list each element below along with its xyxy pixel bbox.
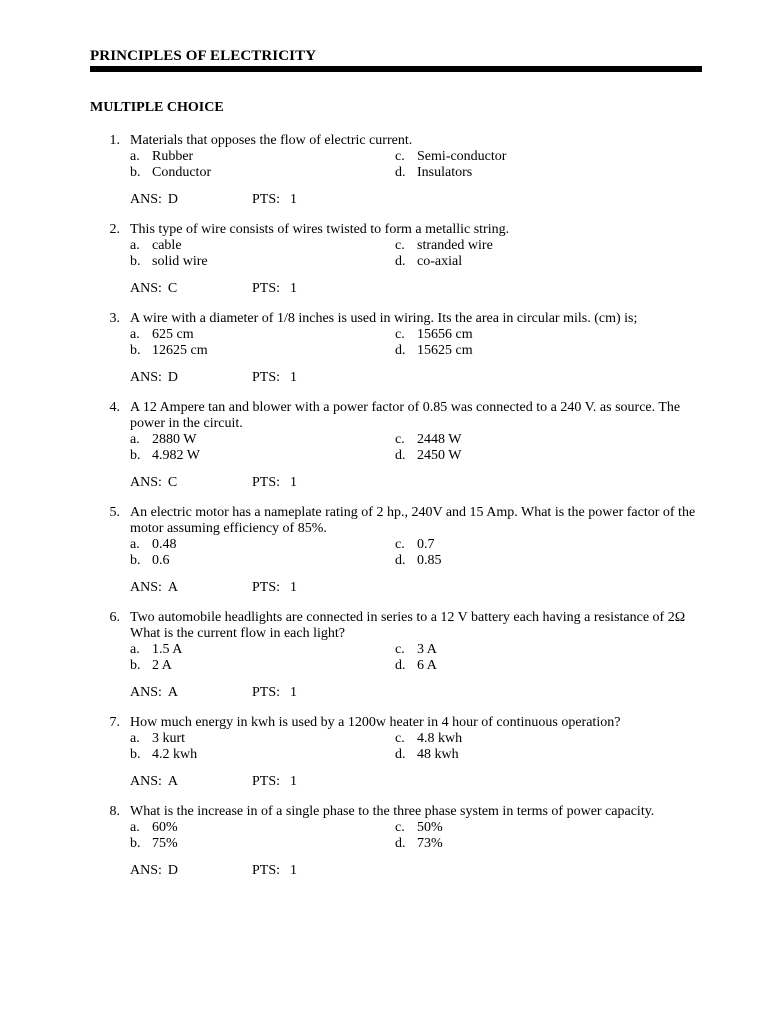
answer-value: A [167, 685, 179, 700]
choice-grid [130, 432, 702, 464]
answer-value: D [167, 863, 179, 878]
answer-key-row [130, 580, 702, 596]
choice-text: 2448 W [417, 432, 462, 447]
choice-letter: a. [130, 327, 140, 342]
question-item [90, 804, 702, 879]
answer-value: D [167, 370, 179, 385]
answer-choice [130, 642, 395, 658]
choice-letter: b. [130, 553, 141, 568]
answer-label: ANS: [130, 774, 162, 789]
question-row [90, 505, 702, 537]
choice-letter: c. [395, 731, 405, 746]
points [252, 580, 297, 596]
points [252, 192, 297, 208]
choice-grid [130, 537, 702, 569]
question-number-cell [90, 133, 130, 149]
points-label: PTS: [252, 475, 281, 490]
answer-choice [130, 448, 395, 464]
answer-choice [130, 553, 395, 569]
choice-text: 48 kwh [417, 747, 459, 762]
answer-choice [130, 537, 395, 553]
answer-key-row [130, 685, 702, 701]
choice-text: stranded wire [417, 238, 493, 253]
question-number: 7. [109, 715, 120, 730]
answer-choice [395, 731, 660, 747]
answer-key-row [130, 281, 702, 297]
question-number: 1. [109, 133, 120, 148]
answer-choice [130, 747, 395, 763]
choice-text: co-axial [417, 254, 463, 269]
points-value: 1 [290, 685, 298, 700]
answer-choice [395, 658, 660, 674]
answer-choice [395, 432, 660, 448]
answer-key [130, 863, 252, 879]
choice-text: 0.6 [152, 553, 170, 568]
answer-choice [395, 836, 660, 852]
answer-choice [130, 165, 395, 181]
answer-label: ANS: [130, 580, 162, 595]
answer-key-row [130, 192, 702, 208]
question-text: Materials that opposes the flow of electric current. [130, 133, 413, 148]
answer-choice [130, 658, 395, 674]
answer-value: D [167, 192, 179, 207]
choice-grid [130, 149, 702, 181]
points-label: PTS: [252, 580, 281, 595]
points-label: PTS: [252, 774, 281, 789]
answer-key-row [130, 475, 702, 491]
choice-text: 6 A [417, 658, 437, 673]
question-number: 5. [109, 505, 120, 520]
choice-text: 60% [152, 820, 178, 835]
points-label: PTS: [252, 685, 281, 700]
choice-letter: b. [130, 254, 141, 269]
question-item [90, 311, 702, 386]
question-number: 2. [109, 222, 120, 237]
points-label: PTS: [252, 370, 281, 385]
choice-letter: a. [130, 820, 140, 835]
answer-key-row [130, 774, 702, 790]
choice-letter: d. [395, 747, 406, 762]
choice-text: 73% [417, 836, 443, 851]
question-number: 4. [109, 400, 120, 415]
answer-key [130, 475, 252, 491]
choice-letter: c. [395, 327, 405, 342]
question-row [90, 311, 702, 327]
question-item [90, 610, 702, 701]
points [252, 774, 297, 790]
choice-grid [130, 238, 702, 270]
answer-choice [130, 149, 395, 165]
choice-letter: b. [130, 343, 141, 358]
answer-choice [395, 820, 660, 836]
answer-choice [395, 254, 660, 270]
answer-choice [130, 731, 395, 747]
answer-choice [395, 327, 660, 343]
choice-text: Rubber [152, 149, 194, 164]
choice-grid [130, 731, 702, 763]
question-item [90, 222, 702, 297]
answer-key [130, 192, 252, 208]
choice-letter: b. [130, 658, 141, 673]
choice-text: 1.5 A [152, 642, 183, 657]
choice-letter: b. [130, 448, 141, 463]
choice-letter: d. [395, 658, 406, 673]
section-heading: MULTIPLE CHOICE [90, 100, 224, 115]
answer-choice [395, 149, 660, 165]
choice-letter: c. [395, 642, 405, 657]
answer-key [130, 774, 252, 790]
answer-key [130, 580, 252, 596]
question-list [90, 133, 702, 893]
choice-letter: a. [130, 642, 140, 657]
choice-text: 0.48 [152, 537, 177, 552]
choice-letter: d. [395, 448, 406, 463]
answer-choice [395, 448, 660, 464]
question-row [90, 222, 702, 238]
document-title: PRINCIPLES OF ELECTRICITY [90, 48, 317, 64]
choice-text: 4.982 W [152, 448, 200, 463]
question-row [90, 804, 702, 820]
answer-value: A [167, 580, 179, 595]
choice-letter: b. [130, 747, 141, 762]
question-number-cell [90, 715, 130, 731]
points-label: PTS: [252, 281, 281, 296]
answer-choice [395, 642, 660, 658]
choice-letter: c. [395, 149, 405, 164]
choice-text: 3 A [417, 642, 437, 657]
answer-key-row [130, 370, 702, 386]
choice-letter: a. [130, 731, 140, 746]
answer-label: ANS: [130, 192, 162, 207]
choice-letter: c. [395, 432, 405, 447]
question-number: 8. [109, 804, 120, 819]
choice-text: solid wire [152, 254, 208, 269]
question-text: A 12 Ampere tan and blower with a power factor of 0.85 was connected to a 240 V. as source. The power in the circuit. [130, 400, 681, 431]
choice-text: 0.85 [417, 553, 442, 568]
answer-value: C [167, 475, 178, 490]
choice-text: Conductor [152, 165, 212, 180]
answer-label: ANS: [130, 863, 162, 878]
question-number-cell [90, 804, 130, 820]
choice-text: 4.8 kwh [417, 731, 463, 746]
answer-choice [130, 327, 395, 343]
question-row [90, 715, 702, 731]
answer-key [130, 685, 252, 701]
choice-letter: c. [395, 537, 405, 552]
question-row [90, 400, 702, 432]
answer-choice [395, 537, 660, 553]
question-number-cell [90, 311, 130, 327]
answer-value: C [167, 281, 178, 296]
answer-value: A [167, 774, 179, 789]
answer-choice [395, 238, 660, 254]
answer-choice [130, 820, 395, 836]
answer-label: ANS: [130, 475, 162, 490]
points [252, 370, 297, 386]
points [252, 281, 297, 297]
points-label: PTS: [252, 192, 281, 207]
answer-key [130, 281, 252, 297]
question-number-cell [90, 400, 130, 432]
question-number-cell [90, 610, 130, 642]
choice-grid [130, 820, 702, 852]
choice-text: 12625 cm [152, 343, 208, 358]
points-value: 1 [290, 863, 298, 878]
choice-letter: d. [395, 254, 406, 269]
answer-choice [395, 343, 660, 359]
question-number-cell [90, 505, 130, 537]
answer-choice [130, 432, 395, 448]
answer-key-row [130, 863, 702, 879]
points-value: 1 [290, 475, 298, 490]
answer-label: ANS: [130, 281, 162, 296]
choice-letter: a. [130, 537, 140, 552]
question-number: 3. [109, 311, 120, 326]
points-value: 1 [290, 281, 298, 296]
choice-text: 625 cm [152, 327, 194, 342]
choice-text: cable [152, 238, 182, 253]
question-text: A wire with a diameter of 1/8 inches is used in wiring. Its the area in circular mils. (cm) is; [130, 311, 638, 326]
question-number-cell [90, 222, 130, 238]
question-row [90, 133, 702, 149]
question-text: Two automobile headlights are connected in series to a 12 V battery each having a resistance of 2Ω What is the current flow in each light? [130, 610, 686, 641]
points-value: 1 [290, 580, 298, 595]
question-item [90, 715, 702, 790]
choice-letter: d. [395, 343, 406, 358]
question-text: This type of wire consists of wires twisted to form a metallic string. [130, 222, 510, 237]
choice-letter: b. [130, 165, 141, 180]
answer-choice [130, 343, 395, 359]
choice-text: 15656 cm [417, 327, 473, 342]
choice-letter: d. [395, 836, 406, 851]
choice-letter: a. [130, 149, 140, 164]
answer-choice [130, 254, 395, 270]
points-value: 1 [290, 192, 298, 207]
title-divider [90, 66, 702, 72]
choice-text: 15625 cm [417, 343, 473, 358]
answer-label: ANS: [130, 685, 162, 700]
answer-label: ANS: [130, 370, 162, 385]
answer-choice [395, 553, 660, 569]
answer-choice [130, 836, 395, 852]
choice-letter: d. [395, 553, 406, 568]
choice-grid [130, 327, 702, 359]
question-item [90, 505, 702, 596]
choice-text: Semi-conductor [417, 149, 507, 164]
choice-text: Insulators [417, 165, 473, 180]
choice-letter: a. [130, 432, 140, 447]
choice-text: 2 A [152, 658, 172, 673]
choice-letter: c. [395, 820, 405, 835]
answer-key [130, 370, 252, 386]
question-row [90, 610, 702, 642]
choice-letter: d. [395, 165, 406, 180]
question-text: What is the increase in of a single phase to the three phase system in terms of power capacity. [130, 804, 655, 819]
choice-letter: a. [130, 238, 140, 253]
choice-letter: c. [395, 238, 405, 253]
choice-text: 2880 W [152, 432, 197, 447]
choice-text: 0.7 [417, 537, 435, 552]
choice-text: 2450 W [417, 448, 462, 463]
choice-letter: b. [130, 836, 141, 851]
choice-grid [130, 642, 702, 674]
answer-choice [395, 165, 660, 181]
choice-text: 3 kurt [152, 731, 186, 746]
choice-text: 50% [417, 820, 443, 835]
question-text: How much energy in kwh is used by a 1200w heater in 4 hour of continuous operation? [130, 715, 621, 730]
points [252, 475, 297, 491]
question-number: 6. [109, 610, 120, 625]
points-label: PTS: [252, 863, 281, 878]
points [252, 685, 297, 701]
question-item [90, 133, 702, 208]
choice-text: 4.2 kwh [152, 747, 198, 762]
answer-choice [395, 747, 660, 763]
points-value: 1 [290, 370, 298, 385]
choice-text: 75% [152, 836, 178, 851]
points [252, 863, 297, 879]
answer-choice [130, 238, 395, 254]
question-text: An electric motor has a nameplate rating of 2 hp., 240V and 15 Amp. What is the power factor of the motor assuming efficiency of 85%. [130, 505, 696, 536]
points-value: 1 [290, 774, 298, 789]
question-item [90, 400, 702, 491]
